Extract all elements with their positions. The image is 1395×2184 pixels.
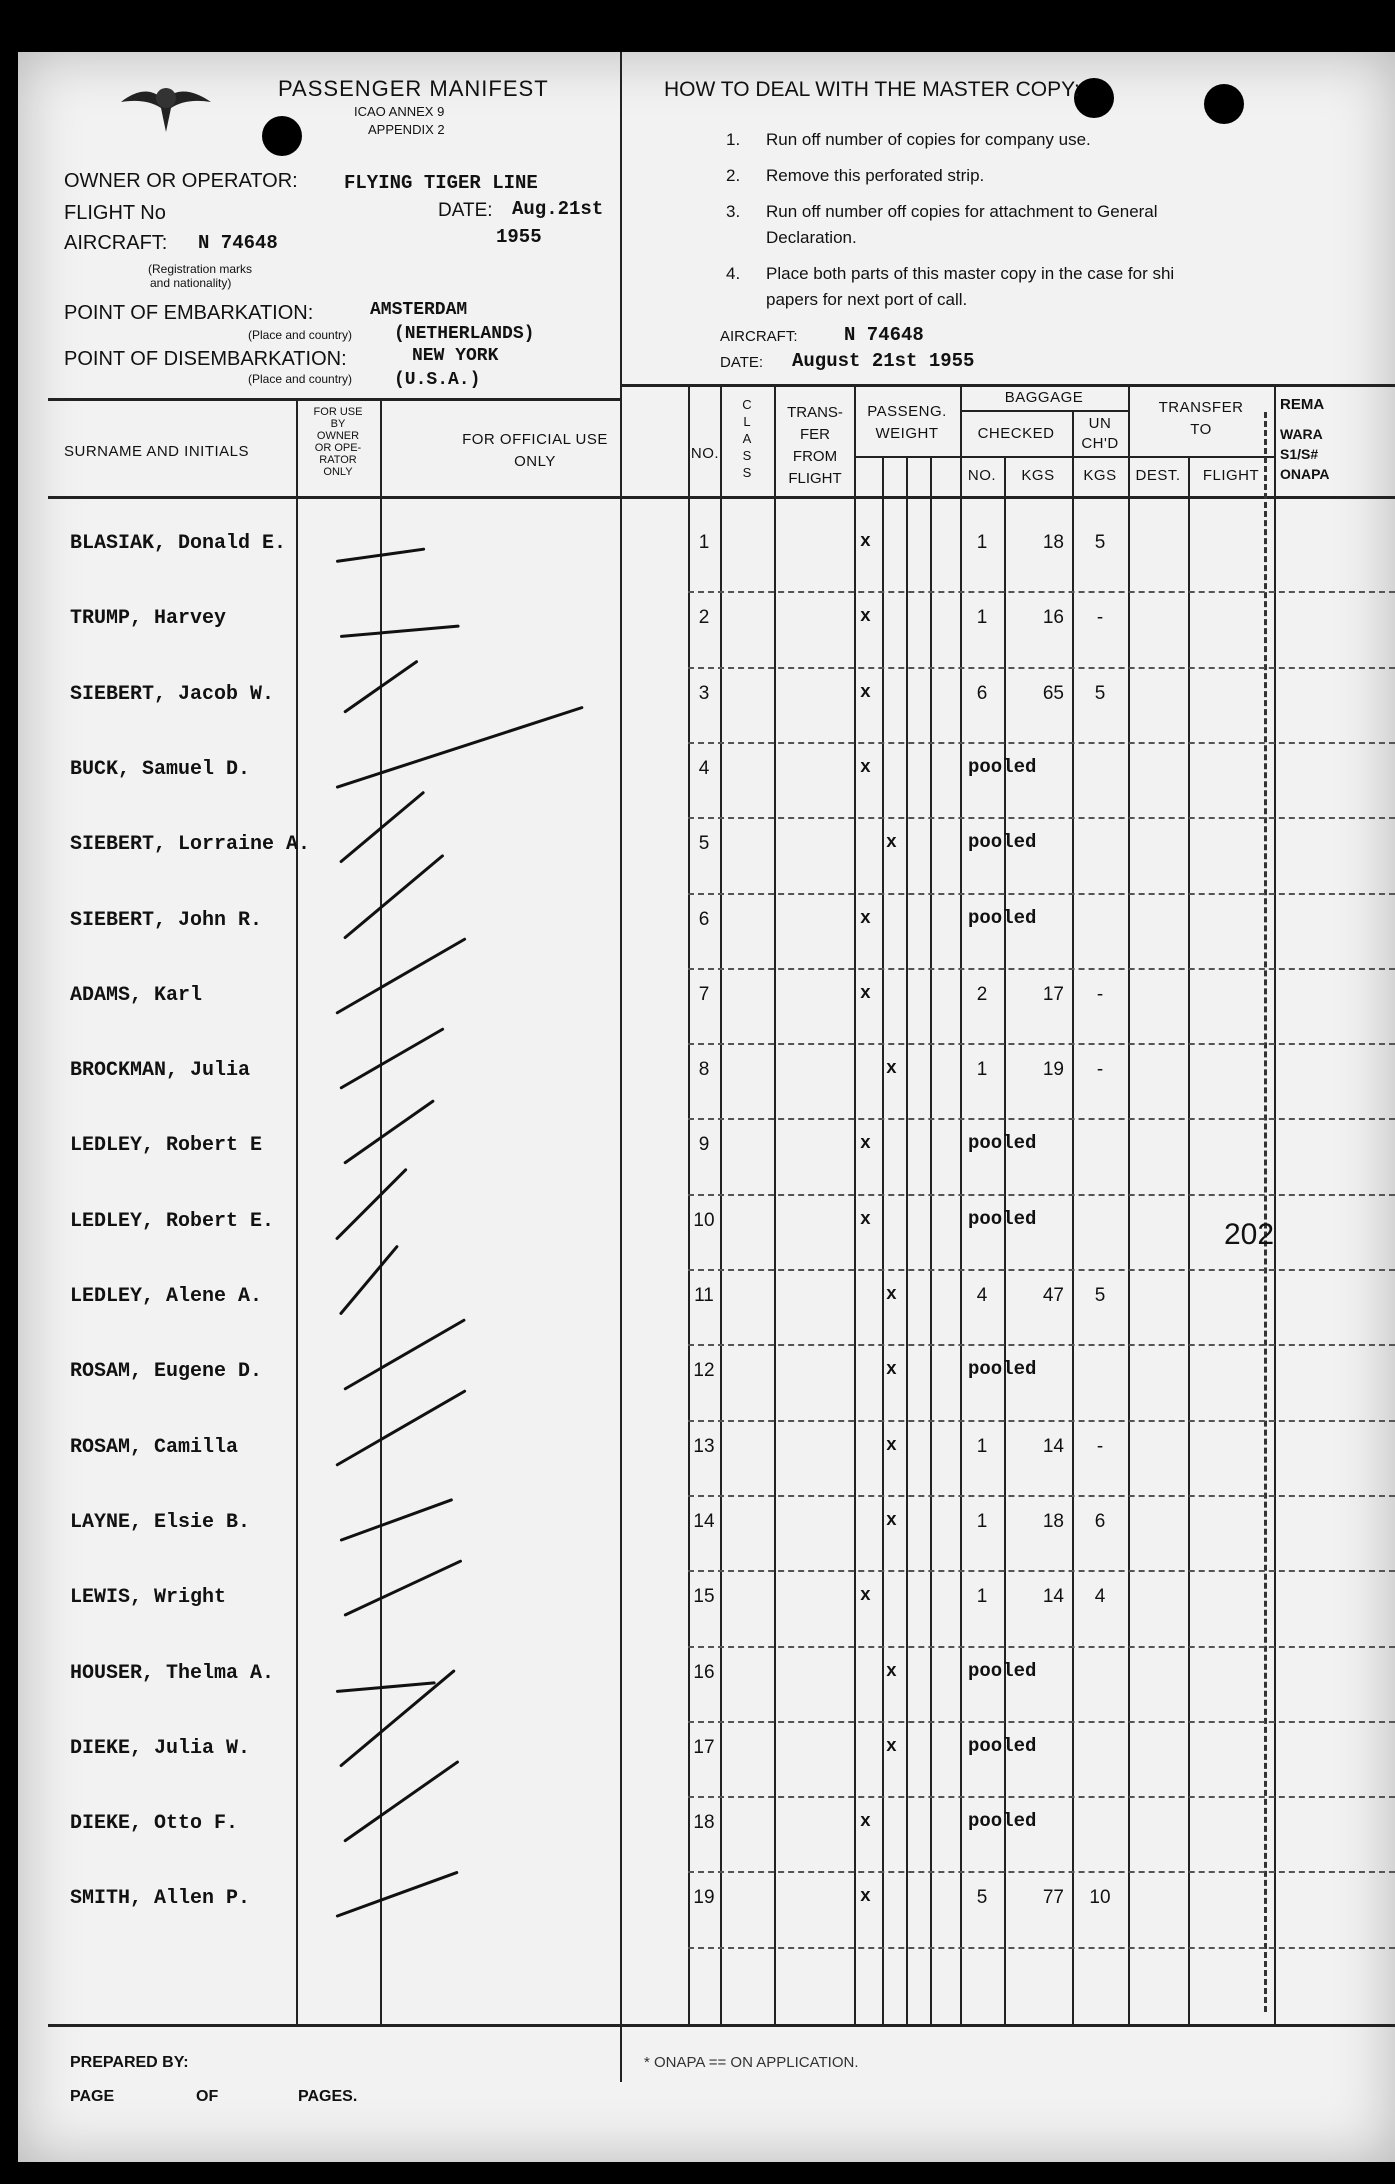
row-rule <box>688 1344 1395 1346</box>
row-rule <box>688 1420 1395 1422</box>
passenger-no: 18 <box>693 1812 715 1834</box>
unchecked-kgs: - <box>1096 1435 1104 1457</box>
col-flight-left <box>1188 456 1190 2024</box>
baggage-count: 1 <box>976 1435 988 1457</box>
baggage-count: 4 <box>976 1285 988 1306</box>
col-owner-left <box>296 398 298 2024</box>
official-signature-stroke <box>336 1681 436 1693</box>
weight-mark: x <box>860 1134 871 1155</box>
copy-date-value: August 21st 1955 <box>792 350 975 372</box>
official-signature-stroke <box>343 1318 466 1391</box>
row-rule <box>688 1043 1395 1045</box>
weight-mark: x <box>886 1510 897 1531</box>
baggage-pooled: pooled <box>968 906 1037 929</box>
passenger-name: TRUMP, Harvey <box>70 607 227 631</box>
punch-hole-right <box>1204 84 1244 124</box>
date-value-year: 1955 <box>496 226 542 248</box>
baggage-count: 2 <box>976 983 988 1005</box>
passenger-no: 12 <box>693 1360 715 1382</box>
official-header-1: FOR OFFICIAL USE <box>462 431 608 448</box>
baggage-count: 1 <box>976 532 988 553</box>
passenger-name: ADAMS, Karl <box>70 983 203 1007</box>
passenger-name: BROCKMAN, Julia <box>70 1059 251 1083</box>
weight-mark: x <box>860 1887 871 1908</box>
page-number: 202 <box>1224 1218 1275 1251</box>
perforation-right <box>1264 412 1269 2012</box>
official-signature-stroke <box>339 1245 399 1316</box>
official-signature-stroke <box>339 1027 444 1090</box>
row-rule <box>688 1194 1395 1196</box>
copy-aircraft-value: N 74648 <box>844 324 924 346</box>
weight-mark: x <box>886 1360 897 1381</box>
instruction-num-2: 2. <box>726 166 741 185</box>
disembarkation-note: (Place and country) <box>248 372 353 386</box>
bag-no-header: NO. <box>967 467 997 484</box>
baggage-pooled: pooled <box>968 831 1037 854</box>
class-header-4: S <box>742 448 752 463</box>
official-signature-stroke <box>339 791 425 864</box>
instruction-text-1: Run off number of copies for company use. <box>766 130 1091 149</box>
instruction-text-3b: Declaration. <box>766 228 857 247</box>
baggage-count: 1 <box>976 1586 988 1608</box>
baggage-pooled: pooled <box>968 1358 1037 1381</box>
passenger-no: 13 <box>693 1435 715 1457</box>
unchecked-kgs: 10 <box>1089 1887 1111 1909</box>
col-transfer-from-left <box>774 384 776 2024</box>
passenger-name: SIEBERT, Jacob W. <box>70 682 275 706</box>
baggage-kgs: 19 <box>1042 1059 1064 1081</box>
aircraft-label: AIRCRAFT: <box>64 232 168 254</box>
official-signature-stroke <box>335 937 466 1015</box>
passenger-no: 17 <box>693 1736 715 1758</box>
passenger-no: 19 <box>693 1887 715 1909</box>
official-signature-stroke <box>335 1389 466 1467</box>
weight-header-2: WEIGHT <box>875 425 939 442</box>
baggage-kgs: 17 <box>1042 983 1064 1005</box>
passenger-no: 9 <box>698 1134 710 1156</box>
instruction-text-3: Run off number off copies for attachment to General <box>766 202 1158 221</box>
passenger-name: LEDLEY, Robert E. <box>70 1209 275 1233</box>
class-header-5: S <box>742 465 752 480</box>
official-signature-stroke <box>343 1559 462 1617</box>
official-signature-stroke <box>343 853 445 939</box>
passenger-no: 1 <box>698 532 710 553</box>
row-rule <box>688 1646 1395 1648</box>
remarks-header-4: ONAPA <box>1280 466 1330 482</box>
passenger-name: LEWIS, Wright <box>70 1586 227 1610</box>
instruction-text-2: Remove this perforated strip. <box>766 166 985 185</box>
checked-sub-rule <box>960 456 1274 458</box>
row-rule <box>688 742 1395 744</box>
passenger-no: 5 <box>698 833 710 855</box>
baggage-pooled: pooled <box>968 1659 1037 1682</box>
official-signature-stroke <box>335 1871 458 1918</box>
passenger-no: 16 <box>693 1661 715 1683</box>
baggage-pooled: pooled <box>968 1734 1037 1757</box>
passenger-name: SMITH, Allen P. <box>70 1887 251 1911</box>
remarks-header-3: S1/S# <box>1280 446 1319 462</box>
embarkation-country: (NETHERLANDS) <box>394 324 535 344</box>
passenger-name: SIEBERT, Lorraine A. <box>70 833 311 857</box>
header-rule <box>48 398 620 401</box>
owner-header-2: BY <box>330 418 346 430</box>
unchecked-kgs: 4 <box>1094 1586 1106 1608</box>
owner-header-1: FOR USE <box>313 406 363 418</box>
header-rule-right <box>620 384 1395 387</box>
weight-mark: x <box>886 1661 897 1682</box>
col-weight-sub-1 <box>882 456 884 2024</box>
of-label: OF <box>196 2088 219 2105</box>
class-header-3: A <box>742 431 752 446</box>
weight-mark: x <box>860 682 871 703</box>
row-rule <box>688 1570 1395 1572</box>
official-header-2: ONLY <box>514 453 556 470</box>
instruction-num-4: 4. <box>726 264 741 283</box>
baggage-kgs: 14 <box>1042 1586 1064 1608</box>
weight-mark: x <box>886 1059 897 1080</box>
passenger-name: LAYNE, Elsie B. <box>70 1510 251 1534</box>
weight-mark: x <box>860 1209 871 1230</box>
embarkation-label: POINT OF EMBARKATION: <box>64 302 314 324</box>
col-no-left <box>688 384 690 2024</box>
passenger-no: 4 <box>698 757 710 779</box>
row-rule <box>688 1269 1395 1271</box>
passenger-name: SIEBERT, John R. <box>70 908 263 932</box>
surname-header: SURNAME AND INITIALS <box>64 443 250 460</box>
punch-hole-left <box>262 116 302 156</box>
baggage-count: 1 <box>976 607 988 629</box>
owner-header-3: OWNER <box>316 430 360 442</box>
unchd-header-1: UN <box>1088 415 1112 432</box>
owner-value: FLYING TIGER LINE <box>344 172 538 194</box>
date-value-day: Aug.21st <box>512 198 604 220</box>
col-baggage-left <box>960 384 962 2024</box>
aircraft-value: N 74648 <box>198 232 278 254</box>
baggage-pooled: pooled <box>968 1207 1037 1230</box>
passenger-name: BLASIAK, Donald E. <box>70 532 287 555</box>
col-class-left <box>720 384 722 2024</box>
baggage-count: 1 <box>976 1059 988 1081</box>
weight-mark: x <box>886 833 897 854</box>
passenger-name: LEDLEY, Robert E <box>70 1134 263 1158</box>
passenger-name: DIEKE, Otto F. <box>70 1812 239 1836</box>
row-rule <box>688 667 1395 669</box>
row-rule <box>688 817 1395 819</box>
instruction-text-4: Place both parts of this master copy in the case for shi <box>766 264 1175 283</box>
baggage-kgs: 77 <box>1042 1887 1064 1909</box>
appendix: APPENDIX 2 <box>368 122 445 137</box>
baggage-kgs: 18 <box>1042 532 1064 553</box>
unchecked-kgs: - <box>1096 983 1104 1005</box>
row-rule <box>688 1118 1395 1120</box>
row-rule <box>688 1495 1395 1497</box>
class-header-1: C <box>742 397 752 412</box>
perforation-divider <box>620 52 622 2082</box>
disembarkation-value: NEW YORK <box>412 346 499 366</box>
weight-mark: x <box>860 757 871 778</box>
passenger-name: ROSAM, Camilla <box>70 1435 239 1459</box>
baggage-count: 6 <box>976 682 988 704</box>
registration-note: (Registration marks <box>148 262 253 276</box>
official-signature-stroke <box>335 1167 408 1240</box>
passenger-name: HOUSER, Thelma A. <box>70 1661 275 1685</box>
embarkation-value: AMSTERDAM <box>370 300 468 320</box>
transfer-from-header-3: FROM <box>792 448 838 465</box>
official-signature-stroke <box>336 706 584 789</box>
row-rule <box>688 893 1395 895</box>
remarks-header-1: REMA <box>1280 396 1325 413</box>
baggage-header: BAGGAGE <box>1004 389 1084 406</box>
row-rule <box>688 1947 1395 1949</box>
baggage-count: 5 <box>976 1887 988 1909</box>
disembarkation-country: (U.S.A.) <box>394 370 481 390</box>
unchecked-kgs: - <box>1096 607 1104 629</box>
passenger-name: BUCK, Samuel D. <box>70 757 251 781</box>
passenger-name: LEDLEY, Alene A. <box>70 1285 263 1308</box>
unchecked-kgs: 6 <box>1094 1510 1106 1532</box>
passenger-no: 15 <box>693 1586 715 1608</box>
copy-date-label: DATE: <box>720 354 764 371</box>
baggage-kgs: 47 <box>1042 1285 1064 1306</box>
col-transfer-to-left <box>1128 384 1130 2024</box>
icao-annex: ICAO ANNEX 9 <box>354 104 445 119</box>
baggage-sub-rule <box>960 410 1128 412</box>
transfer-to-header-2: TO <box>1190 421 1212 438</box>
checked-header: CHECKED <box>977 425 1055 442</box>
weight-mark: x <box>860 1586 871 1607</box>
owner-header-4: OR OPE- <box>314 442 362 454</box>
passenger-no: 14 <box>693 1510 715 1532</box>
row-rule <box>688 591 1395 593</box>
official-signature-stroke <box>340 625 460 638</box>
unchecked-kgs: - <box>1096 1059 1104 1081</box>
instructions-title: HOW TO DEAL WITH THE MASTER COPY: <box>664 78 1080 101</box>
unchecked-kgs: 5 <box>1094 682 1106 704</box>
baggage-kgs: 18 <box>1042 1510 1064 1532</box>
no-header: NO. <box>690 445 720 462</box>
passenger-no: 8 <box>698 1059 710 1081</box>
baggage-pooled: pooled <box>968 1132 1037 1155</box>
col-remarks-left <box>1274 384 1276 2024</box>
col-unchd-left <box>1072 410 1074 2024</box>
official-signature-stroke <box>339 1498 453 1542</box>
baggage-count: 1 <box>976 1510 988 1532</box>
official-signature-stroke <box>343 1760 459 1843</box>
passenger-no: 11 <box>694 1285 714 1306</box>
transfer-from-header-2: FER <box>800 426 830 443</box>
passenger-no: 7 <box>698 983 710 1005</box>
baggage-kgs: 65 <box>1042 682 1064 704</box>
baggage-pooled: pooled <box>968 1810 1037 1833</box>
unchecked-kgs: 5 <box>1094 1285 1106 1306</box>
dest-header: DEST. <box>1135 467 1181 484</box>
flight-label: FLIGHT No <box>64 202 166 224</box>
unchd-kgs-header: KGS <box>1083 467 1117 484</box>
passenger-no: 10 <box>693 1209 715 1231</box>
transfer-to-header-1: TRANSFER <box>1158 399 1244 416</box>
baggage-kgs: 16 <box>1042 607 1064 629</box>
flight-header: FLIGHT <box>1202 467 1260 484</box>
col-weight-sub-2 <box>906 456 908 2024</box>
copy-aircraft-label: AIRCRAFT: <box>720 328 798 345</box>
remarks-header-2: WARA <box>1280 426 1323 442</box>
weight-sub-rule <box>854 456 960 458</box>
col-weight-sub-3 <box>930 456 932 2024</box>
registration-note-2: and nationality) <box>150 276 232 290</box>
row-rule <box>688 1871 1395 1873</box>
manifest-sheet <box>18 52 1395 2162</box>
baggage-kgs: 14 <box>1042 1435 1064 1457</box>
onapa-note: * ONAPA == ON APPLICATION. <box>644 2054 859 2071</box>
passenger-no: 3 <box>698 682 710 704</box>
weight-mark: x <box>860 908 871 929</box>
weight-mark: x <box>860 607 871 628</box>
col-official-left <box>380 398 382 2024</box>
weight-mark: x <box>860 532 871 552</box>
transfer-from-header-4: FLIGHT <box>788 470 842 487</box>
table-bottom <box>48 2024 1395 2027</box>
airline-emblem-icon <box>116 72 216 142</box>
page-label: PAGE <box>70 2088 115 2105</box>
row-rule <box>688 1796 1395 1798</box>
instruction-text-4b: papers for next port of call. <box>766 290 968 309</box>
weight-mark: x <box>860 983 871 1004</box>
prepared-by-label: PREPARED BY: <box>70 2054 189 2071</box>
bag-kgs-header: KGS <box>1021 467 1055 484</box>
passenger-name: DIEKE, Julia W. <box>70 1736 251 1760</box>
transfer-from-header-1: TRANS- <box>787 404 843 421</box>
official-signature-stroke <box>343 1100 435 1166</box>
baggage-pooled: pooled <box>968 755 1037 778</box>
instruction-num-1: 1. <box>726 130 741 149</box>
weight-mark: x <box>886 1736 897 1757</box>
col-weight-left <box>854 384 856 2024</box>
pages-label: PAGES. <box>298 2088 358 2105</box>
weight-mark: x <box>860 1812 871 1833</box>
class-header-2: L <box>743 414 751 429</box>
unchecked-kgs: 5 <box>1094 532 1106 553</box>
embarkation-note: (Place and country) <box>248 328 353 342</box>
unchd-header-2: CH'D <box>1081 435 1119 452</box>
passenger-no: 6 <box>698 908 710 930</box>
disembarkation-label: POINT OF DISEMBARKATION: <box>64 348 347 370</box>
instruction-num-3: 3. <box>726 202 741 221</box>
date-label: DATE: <box>438 200 493 221</box>
passenger-no: 2 <box>698 607 710 629</box>
punch-hole-center <box>1074 78 1114 118</box>
owner-header-5: RATOR <box>319 454 357 466</box>
passenger-name: ROSAM, Eugene D. <box>70 1360 263 1384</box>
row-rule <box>688 1721 1395 1723</box>
owner-header-6: ONLY <box>323 466 353 478</box>
weight-header-1: PASSENG. <box>867 403 947 420</box>
owner-label: OWNER OR OPERATOR: <box>64 170 298 192</box>
row-rule <box>688 968 1395 970</box>
weight-mark: x <box>886 1285 897 1305</box>
manifest-title: PASSENGER MANIFEST <box>278 76 549 101</box>
weight-mark: x <box>886 1435 897 1456</box>
